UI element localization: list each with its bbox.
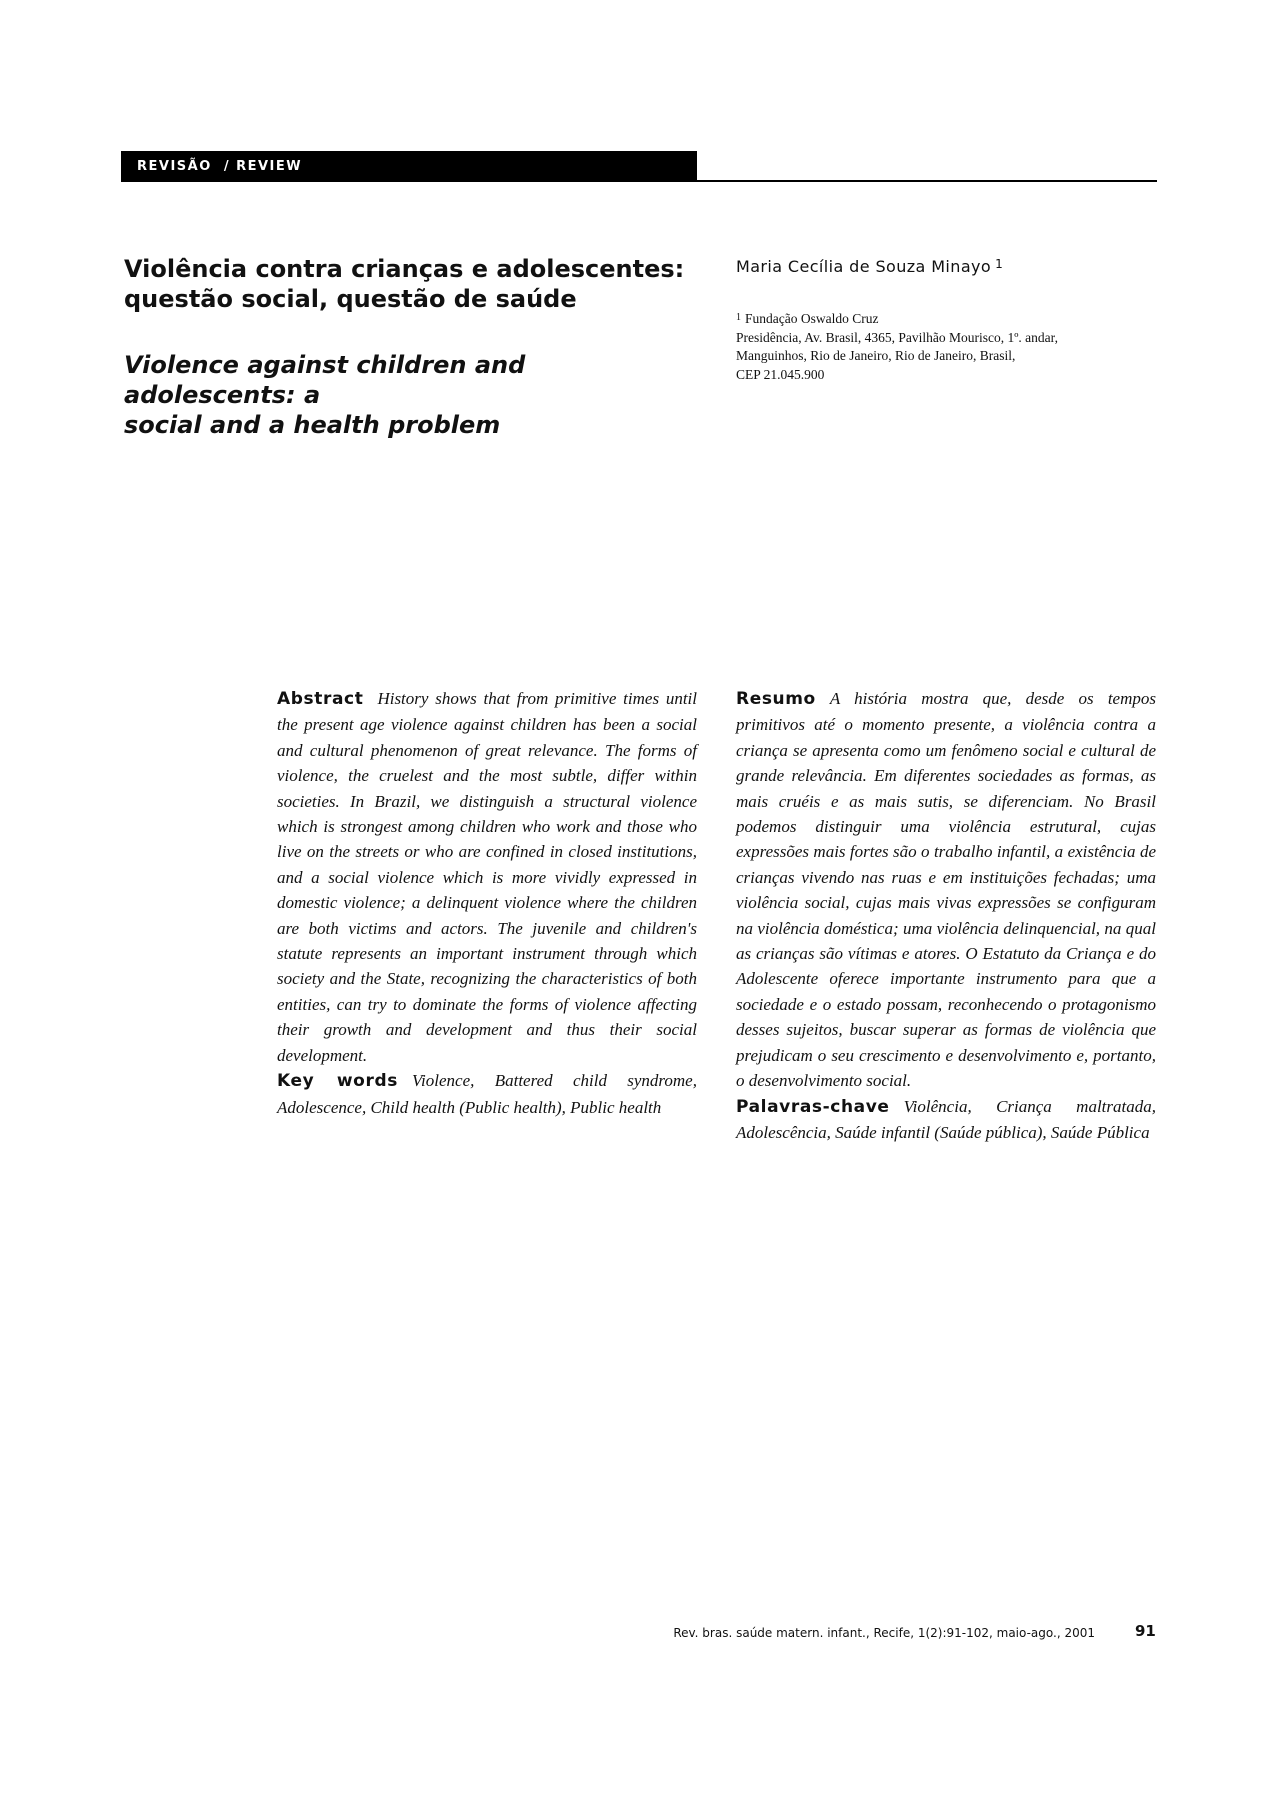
title-pt-line-1: Violência contra crianças e adolescentes: <box>124 255 685 283</box>
abstract-label: Abstract <box>277 689 364 709</box>
section-label: REVISÃO / REVIEW <box>137 159 303 174</box>
abstract-text: History shows that from primitive times until the present age violence against children has been a social and cultural phenomenon of great relevance. The forms of violence, the cruelest and the most subtle, differ within societies. In Brazil, we distinguish a structural violence which is strongest among children who work and those who live on the streets or who are confined in closed institutions, and a social violence which is more vividly expressed in domestic violence; a delinquent violence where the children are both victims and actors. The juvenile and children's statute represents an important instrument through which society and the State, recognizing the characteristics of both entities, can try to dominate the forms of violence affecting their growth and development and thus their social development. <box>277 689 697 1065</box>
affiliation-ref: 1 <box>736 312 741 323</box>
resumo-column <box>736 686 1156 1145</box>
affiliation-line-4: CEP 21.045.900 <box>736 366 825 382</box>
page-number: 91 <box>1135 1622 1156 1640</box>
author-ref: 1 <box>995 257 1004 271</box>
affiliation-line-3: Manguinhos, Rio de Janeiro, Rio de Janeiro, Brasil, <box>736 348 1016 363</box>
title-english <box>124 350 704 440</box>
palavras-chave-text: Violência, Criança maltratada, Adolescência, Saúde infantil (Saúde pública), Saúde Pública <box>736 1096 1156 1142</box>
affiliation-line-2: Presidência, Av. Brasil, 4365, Pavilhão Mourisco, 1º. andar, <box>736 329 1058 345</box>
abstract-column <box>277 686 697 1120</box>
resumo-label: Resumo <box>736 689 816 709</box>
title-en-line-2: social and a health problem <box>124 411 501 439</box>
title-en-line-1: Violence against children and adolescents: a <box>124 351 526 409</box>
header-rule <box>697 180 1157 182</box>
author-name: Maria Cecília de Souza Minayo <box>736 257 992 276</box>
title-pt-line-2: questão social, questão de saúde <box>124 285 577 313</box>
keywords-paragraph <box>277 1068 697 1120</box>
section-banner <box>121 151 697 182</box>
journal-citation: Rev. bras. saúde matern. infant., Recife, 1(2):91-102, maio-ago., 2001 <box>673 1626 1095 1640</box>
resumo-paragraph <box>736 686 1156 1094</box>
keywords-label: Key words <box>277 1071 398 1092</box>
affiliation <box>736 309 1156 384</box>
palavras-chave-label: Palavras-chave <box>736 1096 890 1117</box>
resumo-text: A história mostra que, desde os tempos primitivos até o momento presente, a violência contra a criança se apresenta como um fenômeno social e cultural de grande relevância. Em diferentes sociedades as formas, as mais cruéis e as mais sutis, se diferenciam. No Brasil podemos distinguir uma violência estrutural, cujas expressões mais fortes são o trabalho infantil, a existência de crianças vivendo nas ruas e em instituições fechadas; uma violência social, cujas mais vivas expressões se configuram na violência doméstica; uma violência delinquencial, na qual as crianças são vítimas e atores. O Estatuto da Criança e do Adolescente oferece importante instrumento para que a sociedade e o estado possam, reconhecendo o protagonismo desses sujeitos, buscar superar as formas de violência que prejudicam o seu crescimento e desenvolvimento e, portanto, o desenvolvimento social. <box>736 689 1156 1091</box>
author <box>736 257 1156 276</box>
affiliation-line-1 <box>736 309 1156 329</box>
abstract-paragraph <box>277 686 697 1068</box>
title-portuguese <box>124 254 704 314</box>
keywords-text: Violence, Battered child syndrome, Adolescence, Child health (Public health), Public health <box>277 1071 697 1117</box>
affiliation-institution: Fundação Oswaldo Cruz <box>745 311 879 326</box>
palavras-chave-paragraph <box>736 1094 1156 1146</box>
